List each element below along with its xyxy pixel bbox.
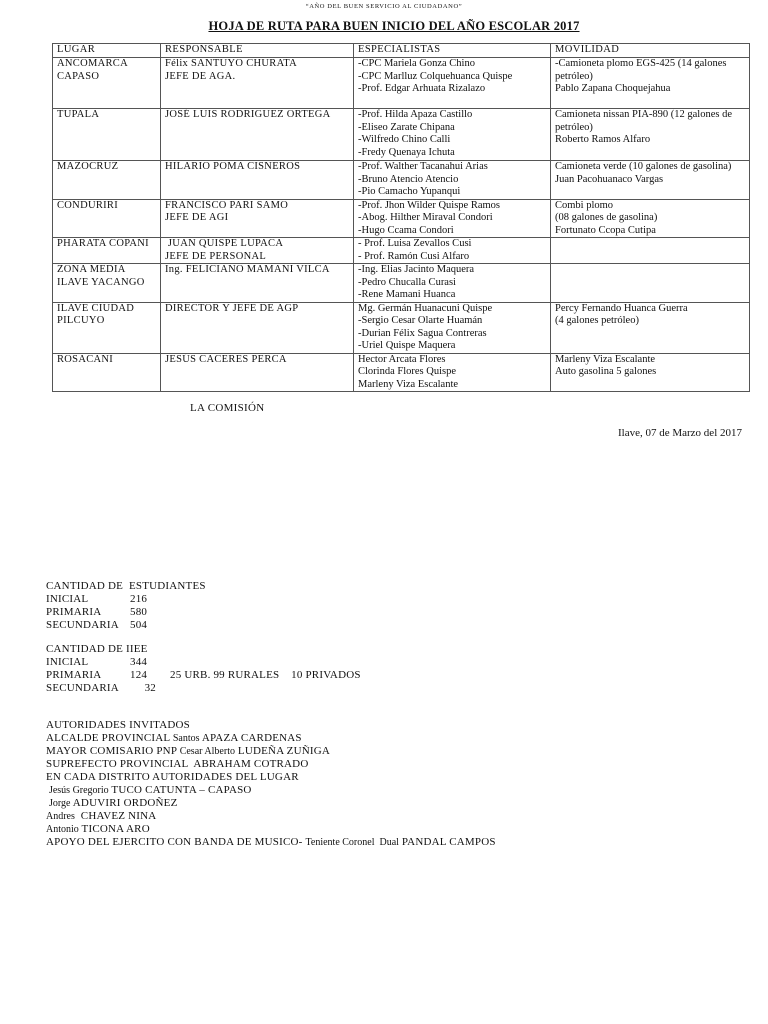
especialista-line: -Sergio Cesar Olarte Huamán: [358, 315, 483, 326]
list-item: [46, 593, 206, 606]
especialista-line: -Uriel Quispe Maquera: [358, 340, 456, 351]
movilidad-line: Marleny Viza Escalante: [555, 353, 656, 365]
iiee-heading: CANTIDAD DE IIEE: [46, 643, 148, 655]
especialista-line: -Rene Mamani Huanca: [358, 289, 456, 300]
lugar-line: ILAVE YACANGO: [57, 276, 145, 288]
especialista-line: - Prof. Ramón Cusi Alfaro: [358, 250, 470, 262]
authority-title: MAYOR COMISARIO PNP: [46, 745, 180, 757]
cell-lugar: [53, 238, 161, 264]
cell-responsable: [161, 199, 354, 238]
cell-movilidad: [551, 199, 750, 238]
especialista-line: -Fredy Quenaya Ichuta: [358, 146, 455, 158]
document-motto: “AÑO DEL BUEN SERVICIO AL CIUDADANO”: [305, 3, 463, 10]
especialista-line: - Prof. Luisa Zevallos Cusi: [358, 238, 472, 249]
cell-responsable: [161, 353, 354, 392]
iiee-summary: [46, 643, 361, 695]
especialista-line: -CPC Marlluz Colquehuanca Quispe: [358, 70, 513, 82]
responsable-line: HILARIO POMA CISNEROS: [165, 161, 301, 172]
especialista-line: -Hugo Ccama Condori: [358, 224, 454, 236]
list-item: [46, 771, 496, 784]
authorities-list: [46, 719, 496, 849]
responsable-line: JUAN QUISPE LUPACA: [165, 238, 284, 249]
level-count: 216: [130, 593, 148, 605]
cell-lugar: [53, 264, 161, 303]
cell-lugar: [53, 161, 161, 200]
level-label: SECUNDARIA: [46, 619, 119, 631]
table-row: [53, 199, 750, 238]
movilidad-line: Pablo Zapana Choquejahua: [555, 83, 671, 94]
table-row: [53, 353, 750, 392]
place-date: Ilave, 07 de Marzo del 2017: [617, 427, 742, 439]
authority-given-name: Jorge: [48, 798, 71, 809]
route-table: [52, 43, 750, 392]
authority-title: SUPREFECTO PROVINCIAL ABRAHAM COTRADO: [46, 758, 309, 770]
level-count: 32: [144, 682, 156, 694]
cell-especialistas: [354, 161, 551, 200]
especialista-line: Clorinda Flores Quispe: [358, 366, 456, 377]
lugar-line: CONDURIRI: [57, 199, 119, 211]
lugar-line: TUPALA: [57, 109, 100, 120]
movilidad-line: Fortunato Ccopa Cutipa: [555, 224, 656, 236]
authority-given-name: Andres: [46, 811, 75, 822]
column-header-movilidad: MOVILIDAD: [551, 44, 750, 58]
list-item: [46, 656, 361, 669]
list-item: [46, 682, 361, 695]
cell-especialistas: [354, 264, 551, 303]
cell-movilidad: [551, 238, 750, 264]
lugar-line: ROSACANI: [57, 353, 114, 365]
list-item: [46, 606, 206, 619]
list-item: [46, 669, 361, 682]
cell-especialistas: [354, 109, 551, 161]
cell-especialistas: [354, 58, 551, 109]
lugar-line: MAZOCRUZ: [57, 161, 119, 172]
cell-lugar: [53, 353, 161, 392]
list-item: [46, 758, 496, 771]
authority-given-name: Santos: [172, 733, 200, 744]
cell-responsable: [161, 238, 354, 264]
cell-responsable: [161, 58, 354, 109]
movilidad-line: (4 galones petróleo): [555, 315, 639, 326]
list-item: [46, 732, 496, 745]
level-count: 580: [130, 606, 148, 618]
responsable-line: DIRECTOR Y JEFE DE AGP: [165, 302, 299, 314]
cell-responsable: [161, 109, 354, 161]
movilidad-line: Combi plomo: [555, 199, 614, 211]
cell-lugar: [53, 58, 161, 109]
cell-movilidad: [551, 353, 750, 392]
cell-especialistas: [354, 353, 551, 392]
list-item: [46, 745, 496, 758]
responsable-line: JEFE DE PERSONAL: [165, 250, 267, 262]
lugar-line: PHARATA COPANI: [57, 238, 149, 249]
authority-surname: APAZA CARDENAS: [199, 732, 302, 744]
cell-especialistas: [354, 199, 551, 238]
cell-lugar: [53, 109, 161, 161]
level-label: INICIAL: [46, 656, 89, 668]
especialista-line: -Prof. Edgar Arhuata Rizalazo: [358, 83, 486, 94]
movilidad-line: Camioneta verde (10 galones de gasolina): [555, 161, 732, 172]
authority-surname: TUCO CATUNTA – CAPASO: [108, 784, 252, 796]
level-count: 344: [130, 656, 148, 668]
cell-lugar: [53, 302, 161, 353]
especialista-line: -Prof. Walther Tacanahui Arias: [358, 161, 488, 172]
lugar-line: CAPASO: [57, 70, 100, 82]
level-label: SECUNDARIA: [46, 682, 119, 694]
level-label: PRIMARIA: [46, 669, 102, 681]
authority-title: APOYO DEL EJERCITO CON BANDA DE MUSICO-: [46, 836, 306, 848]
list-item: [46, 797, 496, 810]
especialista-line: -Prof. Jhon Wilder Quispe Ramos: [358, 199, 500, 211]
level-label: PRIMARIA: [46, 606, 102, 618]
cell-responsable: [161, 264, 354, 303]
responsable-line: FRANCISCO PARI SAMO: [165, 199, 289, 211]
lugar-line: ANCOMARCA: [57, 58, 128, 69]
especialista-line: -Durian Félix Sagua Contreras: [358, 327, 487, 339]
movilidad-line: -Camioneta plomo EGS-425 (14 galones petróleo): [555, 58, 727, 82]
table-row: [53, 264, 750, 303]
column-header-responsable: RESPONSABLE: [161, 44, 354, 58]
authority-surname: TICONA ARO: [78, 823, 150, 835]
especialista-line: -Pio Camacho Yupanqui: [358, 186, 461, 197]
level-count: 504: [130, 619, 148, 631]
commission-signature: LA COMISIÓN: [190, 402, 265, 414]
cell-responsable: [161, 161, 354, 200]
table-row: [53, 109, 750, 161]
authority-surname: CHAVEZ NINA: [74, 810, 157, 822]
authority-given-name: Cesar Alberto: [179, 746, 235, 757]
table-row: [53, 58, 750, 109]
cell-movilidad: [551, 58, 750, 109]
lugar-line: PILCUYO: [57, 315, 105, 326]
document-title: HOJA DE RUTA PARA BUEN INICIO DEL AÑO ESCOLAR 2017: [208, 19, 580, 33]
especialista-line: Hector Arcata Flores: [358, 353, 446, 365]
cell-lugar: [53, 199, 161, 238]
authority-given-name: Antonio: [46, 824, 79, 835]
authority-title: ALCALDE PROVINCIAL: [46, 732, 173, 744]
especialista-line: Marleny Viza Escalante: [358, 378, 459, 390]
cell-movilidad: [551, 109, 750, 161]
especialista-line: -Pedro Chucalla Curasi: [358, 276, 456, 288]
responsable-line: JOSÉ LUIS RODRIGUEZ ORTEGA: [165, 109, 331, 120]
students-summary: [46, 580, 206, 632]
lugar-line: ILAVE CIUDAD: [57, 302, 135, 314]
responsable-line: JEFE DE AGI: [165, 212, 229, 223]
list-item: [46, 784, 496, 797]
movilidad-line: Roberto Ramos Alfaro: [555, 134, 651, 145]
cell-movilidad: [551, 302, 750, 353]
table-header-row: [53, 44, 750, 58]
level-count: 124: [130, 669, 148, 681]
movilidad-line: Auto gasolina 5 galones: [555, 366, 657, 377]
cell-movilidad: [551, 161, 750, 200]
list-item: [46, 836, 496, 849]
students-heading: CANTIDAD DE ESTUDIANTES: [46, 580, 206, 592]
table-row: [53, 161, 750, 200]
table-row: [53, 302, 750, 353]
column-header-lugar: LUGAR: [53, 44, 161, 58]
movilidad-line: Camioneta nissan PIA-890 (12 galones de petróleo): [555, 109, 733, 133]
cell-especialistas: [354, 238, 551, 264]
authority-title: EN CADA DISTRITO AUTORIDADES DEL LUGAR: [46, 771, 299, 783]
list-item: [46, 619, 206, 632]
list-item: [46, 810, 496, 823]
authority-surname: ADUVIRI ORDOÑEZ: [70, 797, 178, 809]
responsable-line: Félix SANTUYO CHURATA: [165, 58, 298, 69]
authority-given-name: Teniente Coronel Dual: [305, 837, 399, 848]
column-header-especialistas: ESPECIALISTAS: [354, 44, 551, 58]
authority-surname: LUDEÑA ZUÑIGA: [234, 745, 331, 757]
level-label: INICIAL: [46, 593, 89, 605]
especialista-line: -Wilfredo Chino Calli: [358, 134, 451, 145]
responsable-line: Ing. FELICIANO MAMANI VILCA: [165, 264, 330, 275]
especialista-line: -Prof. Hilda Apaza Castillo: [358, 109, 473, 120]
cell-movilidad: [551, 264, 750, 303]
especialista-line: -Bruno Atencio Atencio: [358, 173, 459, 185]
especialista-line: -CPC Mariela Gonza Chino: [358, 58, 475, 69]
movilidad-line: Percy Fernando Huanca Guerra: [555, 302, 688, 314]
table-row: [53, 238, 750, 264]
authority-surname: PANDAL CAMPOS: [398, 836, 496, 848]
cell-responsable: [161, 302, 354, 353]
especialista-line: -Eliseo Zarate Chipana: [358, 121, 455, 133]
authorities-heading: AUTORIDADES INVITADOS: [46, 719, 190, 731]
list-item: [46, 823, 496, 836]
level-breakdown: 25 URB. 99 RURALES 10 PRIVADOS: [170, 669, 361, 681]
especialista-line: -Ing. Elias Jacinto Maquera: [358, 264, 475, 275]
especialista-line: -Abog. Hilther Miraval Condori: [358, 212, 493, 223]
especialista-line: Mg. Germán Huanacuni Quispe: [358, 302, 493, 314]
lugar-line: ZONA MEDIA: [57, 264, 126, 275]
movilidad-line: (08 galones de gasolina): [555, 212, 658, 223]
cell-especialistas: [354, 302, 551, 353]
movilidad-line: Juan Pacohuanaco Vargas: [555, 173, 664, 185]
authority-given-name: Jesús Gregorio: [48, 785, 109, 796]
responsable-line: JESÚS CACERES PERCA: [165, 353, 287, 365]
responsable-line: JEFE DE AGA.: [165, 70, 236, 82]
